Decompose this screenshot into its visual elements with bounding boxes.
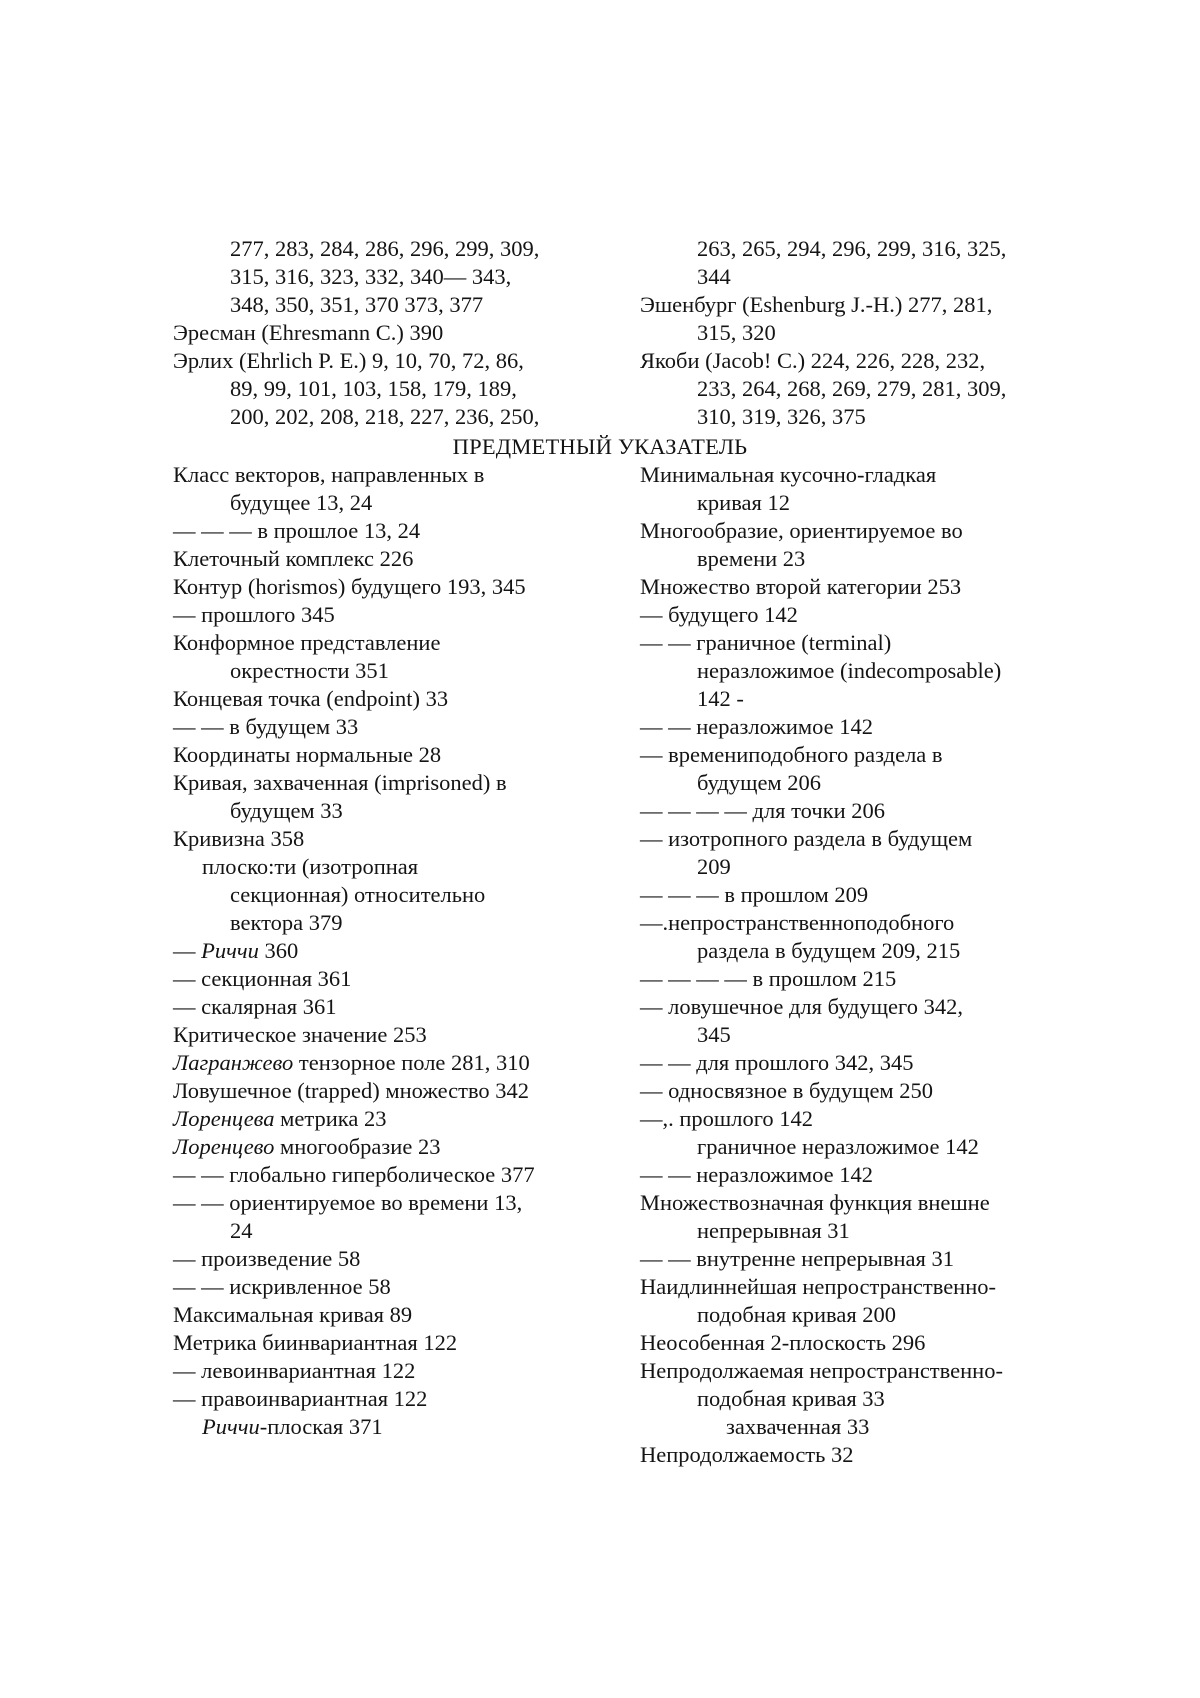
index-entry-line: 233, 264, 268, 269, 279, 281, 309,: [697, 376, 1007, 401]
index-entry-line: Класс векторов, направленных в: [173, 462, 485, 487]
index-entry-line: 344: [697, 264, 731, 289]
index-entry-line: Критическое значение 253: [173, 1022, 427, 1047]
index-entry-line: —,. прошлого 142: [640, 1106, 814, 1131]
index-entry-line: Метрика биинвариантная 122: [173, 1330, 458, 1355]
index-entry-line: 200, 202, 208, 218, 227, 236, 250,: [230, 404, 540, 429]
index-entry-line: Эресман (Ehresmann C.) 390: [173, 320, 444, 345]
index-entry-line: плоско:ти (изотропная: [202, 854, 419, 879]
entry-text: тензорное поле 281, 310: [293, 1050, 530, 1075]
index-entry-line: граничное неразложимое 142: [697, 1134, 979, 1159]
index-entry-line: Кривая, захваченная (imprisoned) в: [173, 770, 507, 795]
index-entry-line: — произведение 58: [173, 1246, 361, 1271]
index-entry-line: Максимальная кривая 89: [173, 1302, 413, 1327]
entry-italic-term: Риччи: [201, 938, 259, 963]
entry-italic-term: Риччи: [202, 1414, 260, 1439]
index-entry-line: раздела в будущем 209, 215: [697, 938, 961, 963]
name-index-continuation-left: [173, 235, 623, 431]
index-entry-line: [173, 1133, 623, 1161]
index-entry-line: 315, 316, 323, 332, 340— 343,: [230, 264, 512, 289]
index-entry-line: будущем 206: [697, 770, 822, 795]
index-entry-line: — — глобально гиперболическое 377: [173, 1162, 535, 1187]
index-entry-line: Множество второй категории 253: [640, 574, 962, 599]
entry-prefix: —: [173, 938, 202, 963]
index-entry-line: 345: [697, 1022, 731, 1047]
index-entry-line: Координаты нормальные 28: [173, 742, 442, 767]
index-entry-line: [173, 937, 623, 965]
index-entry-line: Непродолжаемость 32: [640, 1442, 854, 1467]
index-entry-line: Непродолжаемая непространственно-: [640, 1358, 1003, 1383]
index-entry-line: 348, 350, 351, 370 373, 377: [230, 292, 484, 317]
index-entry-line: — скалярная 361: [173, 994, 337, 1019]
entry-text: многообразие 23: [274, 1134, 441, 1159]
index-entry-line: Конформное представление: [173, 630, 441, 655]
index-entry-line: — — ориентируемое во времени 13,: [173, 1190, 523, 1215]
index-entry-line: — времениподобного раздела в: [640, 742, 943, 767]
index-entry-line: будущем 33: [230, 798, 343, 823]
index-entry-line: 277, 283, 284, 286, 296, 299, 309,: [230, 236, 540, 261]
index-entry-line: Эшенбург (Eshenburg J.-H.) 277, 281,: [640, 292, 993, 317]
index-entry-line: подобная кривая 33: [697, 1386, 885, 1411]
index-entry-line: — — для прошлого 342, 345: [640, 1050, 914, 1075]
index-entry-line: — правоинвариантная 122: [173, 1386, 428, 1411]
index-entry-line: непрерывная 31: [697, 1218, 850, 1243]
index-entry-line: — — внутренне непрерывная 31: [640, 1246, 955, 1271]
index-entry-line: [173, 1413, 623, 1441]
index-entry-line: — ловушечное для будущего 342,: [640, 994, 963, 1019]
index-entry-line: захваченная 33: [726, 1414, 870, 1439]
index-entry-line: — односвязное в будущем 250: [640, 1078, 934, 1103]
index-entry-line: — изотропного раздела в будущем: [640, 826, 973, 851]
index-entry-line: Ловушечное (trapped) множество 342: [173, 1078, 530, 1103]
index-entry-line: Наидлиннейшая непространственно-: [640, 1274, 997, 1299]
index-entry-line: секционная) относительно: [230, 882, 486, 907]
index-entry-line: неразложимое (indecomposable): [697, 658, 1002, 683]
index-entry-line: Концевая точка (endpoint) 33: [173, 686, 449, 711]
entry-text: 360: [258, 938, 299, 963]
index-entry-line: Множествозначная функция внешне: [640, 1190, 990, 1215]
index-entry-line: будущее 13, 24: [230, 490, 373, 515]
index-entry-line: 315, 320: [697, 320, 776, 345]
name-index-continuation-right: [640, 235, 1060, 431]
index-entry-line: Многообразие, ориентируемое во: [640, 518, 963, 543]
index-entry-line: — — — — в прошлом 215: [640, 966, 897, 991]
entry-italic-term: Лоренцева: [173, 1106, 275, 1131]
index-entry-line: Якоби (Jacob! C.) 224, 226, 228, 232,: [640, 348, 986, 373]
index-entry-line: — — — в прошлом 209: [640, 882, 869, 907]
index-entry-line: подобная кривая 200: [697, 1302, 897, 1327]
index-entry-line: 310, 319, 326, 375: [697, 404, 866, 429]
index-entry-line: кривая 12: [697, 490, 791, 515]
index-entry-line: — левоинвариантная 122: [173, 1358, 416, 1383]
index-entry-line: окрестности 351: [230, 658, 389, 683]
index-entry-line: 209: [697, 854, 731, 879]
index-entry-line: Минимальная кусочно-гладкая: [640, 462, 937, 487]
index-entry-line: 24: [230, 1218, 253, 1243]
subject-index-right-column: [640, 461, 1060, 1469]
index-entry-line: 263, 265, 294, 296, 299, 316, 325,: [697, 236, 1007, 261]
index-entry-line: Эрлих (Ehrlich P. E.) 9, 10, 70, 72, 86,: [173, 348, 524, 373]
subject-index-left-column: [173, 461, 623, 1441]
index-entry-line: — — искривленное 58: [173, 1274, 391, 1299]
index-entry-line: [173, 1105, 623, 1133]
index-entry-line: Контур (horismos) будущего 193, 345: [173, 574, 526, 599]
index-entry-line: — прошлого 345: [173, 602, 335, 627]
index-entry-line: времени 23: [697, 546, 806, 571]
index-entry-line: — — неразложимое 142: [640, 714, 874, 739]
index-entry-line: 89, 99, 101, 103, 158, 179, 189,: [230, 376, 517, 401]
index-entry-line: — будущего 142: [640, 602, 798, 627]
index-entry-line: — — в будущем 33: [173, 714, 359, 739]
index-entry-line: Клеточный комплекс 226: [173, 546, 414, 571]
entry-text: метрика 23: [274, 1106, 387, 1131]
index-entry-line: — — — — для точки 206: [640, 798, 886, 823]
index-entry-line: — — граничное (terminal): [640, 630, 892, 655]
index-entry-line: — секционная 361: [173, 966, 352, 991]
index-entry-line: 142 -: [697, 686, 744, 711]
index-entry-line: вектора 379: [230, 910, 343, 935]
entry-italic-term: Лоренцево: [173, 1134, 275, 1159]
index-entry-line: — — — в прошлое 13, 24: [173, 518, 421, 543]
section-title: ПРЕДМЕТНЫЙ УКАЗАТЕЛЬ: [452, 434, 748, 459]
index-entry-line: Кривизна 358: [173, 826, 305, 851]
index-entry-line: — — неразложимое 142: [640, 1162, 874, 1187]
entry-italic-term: Лагранжево: [173, 1050, 294, 1075]
index-entry-line: Неособенная 2-плоскость 296: [640, 1330, 926, 1355]
index-entry-line: —.непространственноподобного: [640, 910, 955, 935]
entry-text: -плоская 371: [259, 1414, 383, 1439]
index-entry-line: [173, 1049, 623, 1077]
